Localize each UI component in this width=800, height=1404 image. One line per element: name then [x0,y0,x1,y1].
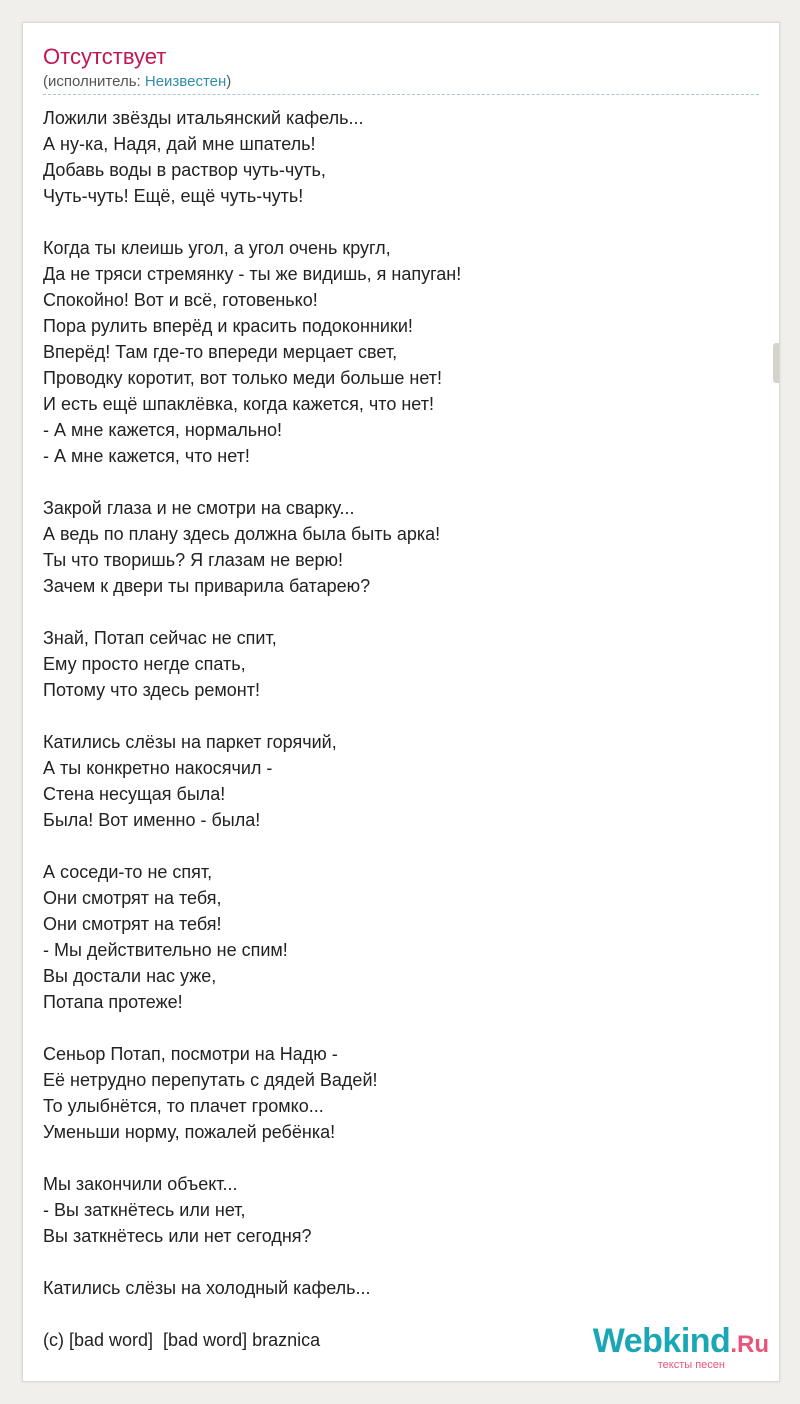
lyric-line: Была! Вот именно - была! [43,810,261,830]
lyric-line: Уменьши норму, пожалей ребёнка! [43,1122,336,1142]
stanza [43,235,743,469]
copyright-credit: (c) [bad word] [bad word] braznica [43,1330,321,1350]
stanza [43,1275,743,1301]
lyrics-page-card [22,22,780,1382]
lyric-line: Стена несущая была! [43,784,226,804]
lyric-line: Чуть-чуть! Ещё, ещё чуть-чуть! [43,186,304,206]
lyric-line: Они смотрят на тебя! [43,914,222,934]
artist-link[interactable]: Неизвестен [144,73,227,90]
site-logo[interactable] [593,1324,769,1371]
lyric-line: Добавь воды в раствор чуть-чуть, [43,160,326,180]
stanza [43,625,743,703]
lyric-line: - А мне кажется, что нет! [43,446,250,466]
lyric-line: Вы заткнётесь или нет сегодня? [43,1226,312,1246]
lyric-line: Сеньор Потап, посмотри на Надю - [43,1044,338,1064]
lyric-line: Они смотрят на тебя, [43,888,222,908]
stanza [43,1041,743,1145]
lyric-line: Зачем к двери ты приварила батарею? [43,576,371,596]
song-title: Отсутствует [43,44,167,69]
lyric-line: Да не тряси стремянку - ты же видишь, я напуган! [43,264,462,284]
lyrics-body [43,105,743,1353]
artist-prefix: (исполнитель: [43,73,145,90]
scroll-handle[interactable] [773,343,779,383]
artist-suffix: ) [226,73,232,90]
brand-name: Webkind [592,1322,731,1360]
brand-wordmark [593,1324,769,1359]
lyric-line: Потапа протеже! [43,992,183,1012]
lyric-line: Мы закончили объект... [43,1174,238,1194]
lyric-line: Вы достали нас уже, [43,966,217,986]
lyric-line: Катились слёзы на холодный кафель... [43,1278,371,1298]
lyric-line: Знай, Потап сейчас не спит, [43,628,277,648]
lyric-line: Закрой глаза и не смотри на сварку... [43,498,355,518]
lyric-line: А ведь по плану здесь должна была быть арка! [43,524,441,544]
lyric-line: Когда ты клеишь угол, а угол очень кругл, [43,238,391,258]
lyric-line: А соседи-то не спят, [43,862,213,882]
lyric-line: Её нетрудно перепутать с дядей Вадей! [43,1070,378,1090]
stanza [43,1171,743,1249]
lyric-line: Ложили звёзды итальянский кафель... [43,108,364,128]
brand-suffix: .Ru [730,1331,769,1358]
lyric-line: Пора рулить вперёд и красить подоконники! [43,316,413,336]
lyric-line: - А мне кажется, нормально! [43,420,283,440]
lyric-line: - Вы заткнётесь или нет, [43,1200,246,1220]
lyric-line: Спокойно! Вот и всё, готовенько! [43,290,318,310]
lyric-line: - Мы действительно не спим! [43,940,288,960]
lyric-line: То улыбнётся, то плачет громко... [43,1096,324,1116]
lyric-line: Проводку коротит, вот только меди больше нет! [43,368,443,388]
title-divider [43,94,759,95]
stanza [43,495,743,599]
lyric-line: Ему просто негде спать, [43,654,246,674]
lyric-line: А ты конкретно накосячил - [43,758,273,778]
stanza [43,105,743,209]
stanza [43,859,743,1015]
lyric-line: А ну-ка, Надя, дай мне шпатель! [43,134,316,154]
lyric-line: Потому что здесь ремонт! [43,680,260,700]
lyric-line: Катились слёзы на паркет горячий, [43,732,337,752]
lyric-line: Ты что творишь? Я глазам не верю! [43,550,344,570]
lyric-line: Вперёд! Там где-то впереди мерцает свет, [43,342,398,362]
lyric-line: И есть ещё шпаклёвка, когда кажется, что нет! [43,394,434,414]
stanza [43,729,743,833]
brand-tagline: тексты песен [657,1359,725,1371]
artist-line [43,72,231,92]
